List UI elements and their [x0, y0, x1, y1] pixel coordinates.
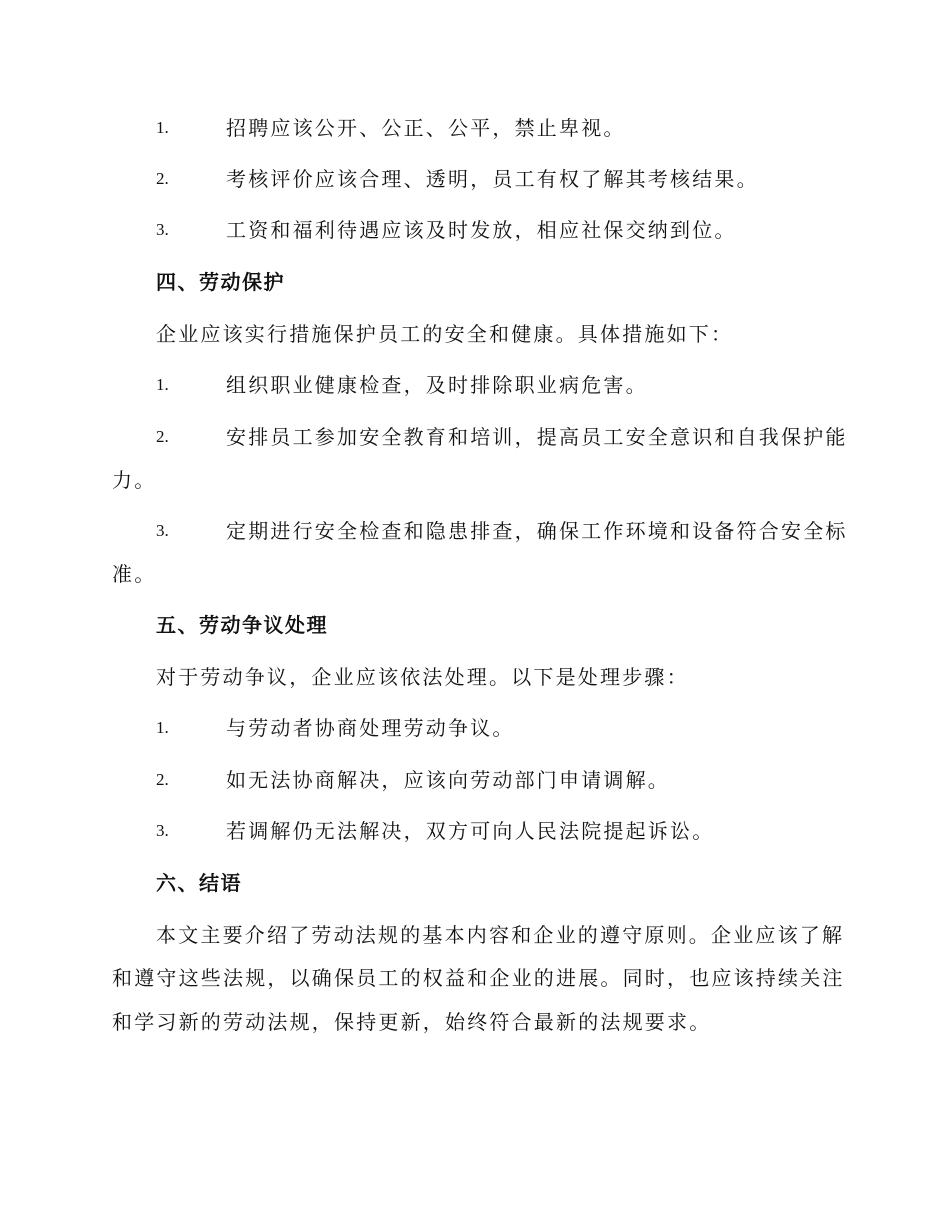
- section-intro: 企业应该实行措施保护员工的安全和健康。具体措施如下：: [156, 322, 734, 346]
- list-item-text: 与劳动者协商处理劳动争议。: [226, 716, 515, 740]
- list-item-text: 若调解仍无法解决，双方可向人民法院提起诉讼。: [226, 819, 715, 843]
- paragraph-line: 本文主要介绍了劳动法规的基本内容和企业的遵守原则。企业应该了解: [156, 923, 845, 947]
- list-number: 1.: [156, 118, 169, 137]
- list-item-continuation: 力。: [112, 468, 157, 492]
- list-item-text: 如无法协商解决，应该向劳动部门申请调解。: [226, 768, 670, 792]
- list-number: 3.: [156, 220, 169, 239]
- list-number: 3.: [156, 821, 169, 840]
- paragraph-line: 和遵守这些法规，以确保员工的权益和企业的进展。同时，也应该持续关注: [112, 966, 845, 990]
- list-item-text: 安排员工参加安全教育和培训，提高员工安全意识和自我保护能: [226, 425, 848, 449]
- list-number: 1.: [156, 375, 169, 394]
- paragraph-line: 和学习新的劳动法规，保持更新，始终符合最新的法规要求。: [112, 1010, 712, 1034]
- list-item-text: 定期进行安全检查和隐患排查，确保工作环境和设备符合安全标: [226, 519, 848, 543]
- list-item-text: 招聘应该公开、公正、公平，禁止卑视。: [226, 116, 626, 140]
- section-heading: 六、结语: [156, 871, 242, 895]
- section-intro: 对于劳动争议，企业应该依法处理。以下是处理步骤：: [156, 665, 689, 689]
- list-number: 2.: [156, 427, 169, 446]
- list-item-text: 考核评价应该合理、透明，员工有权了解其考核结果。: [226, 167, 759, 191]
- section-heading: 四、劳动保护: [156, 270, 285, 294]
- list-number: 1.: [156, 718, 169, 737]
- section-heading: 五、劳动争议处理: [156, 613, 328, 637]
- list-item-text: 组织职业健康检查，及时排除职业病危害。: [226, 373, 648, 397]
- list-number: 3.: [156, 521, 169, 540]
- list-item-continuation: 准。: [112, 562, 157, 586]
- list-item-text: 工资和福利待遇应该及时发放，相应社保交纳到位。: [226, 218, 737, 242]
- list-number: 2.: [156, 770, 169, 789]
- list-number: 2.: [156, 169, 169, 188]
